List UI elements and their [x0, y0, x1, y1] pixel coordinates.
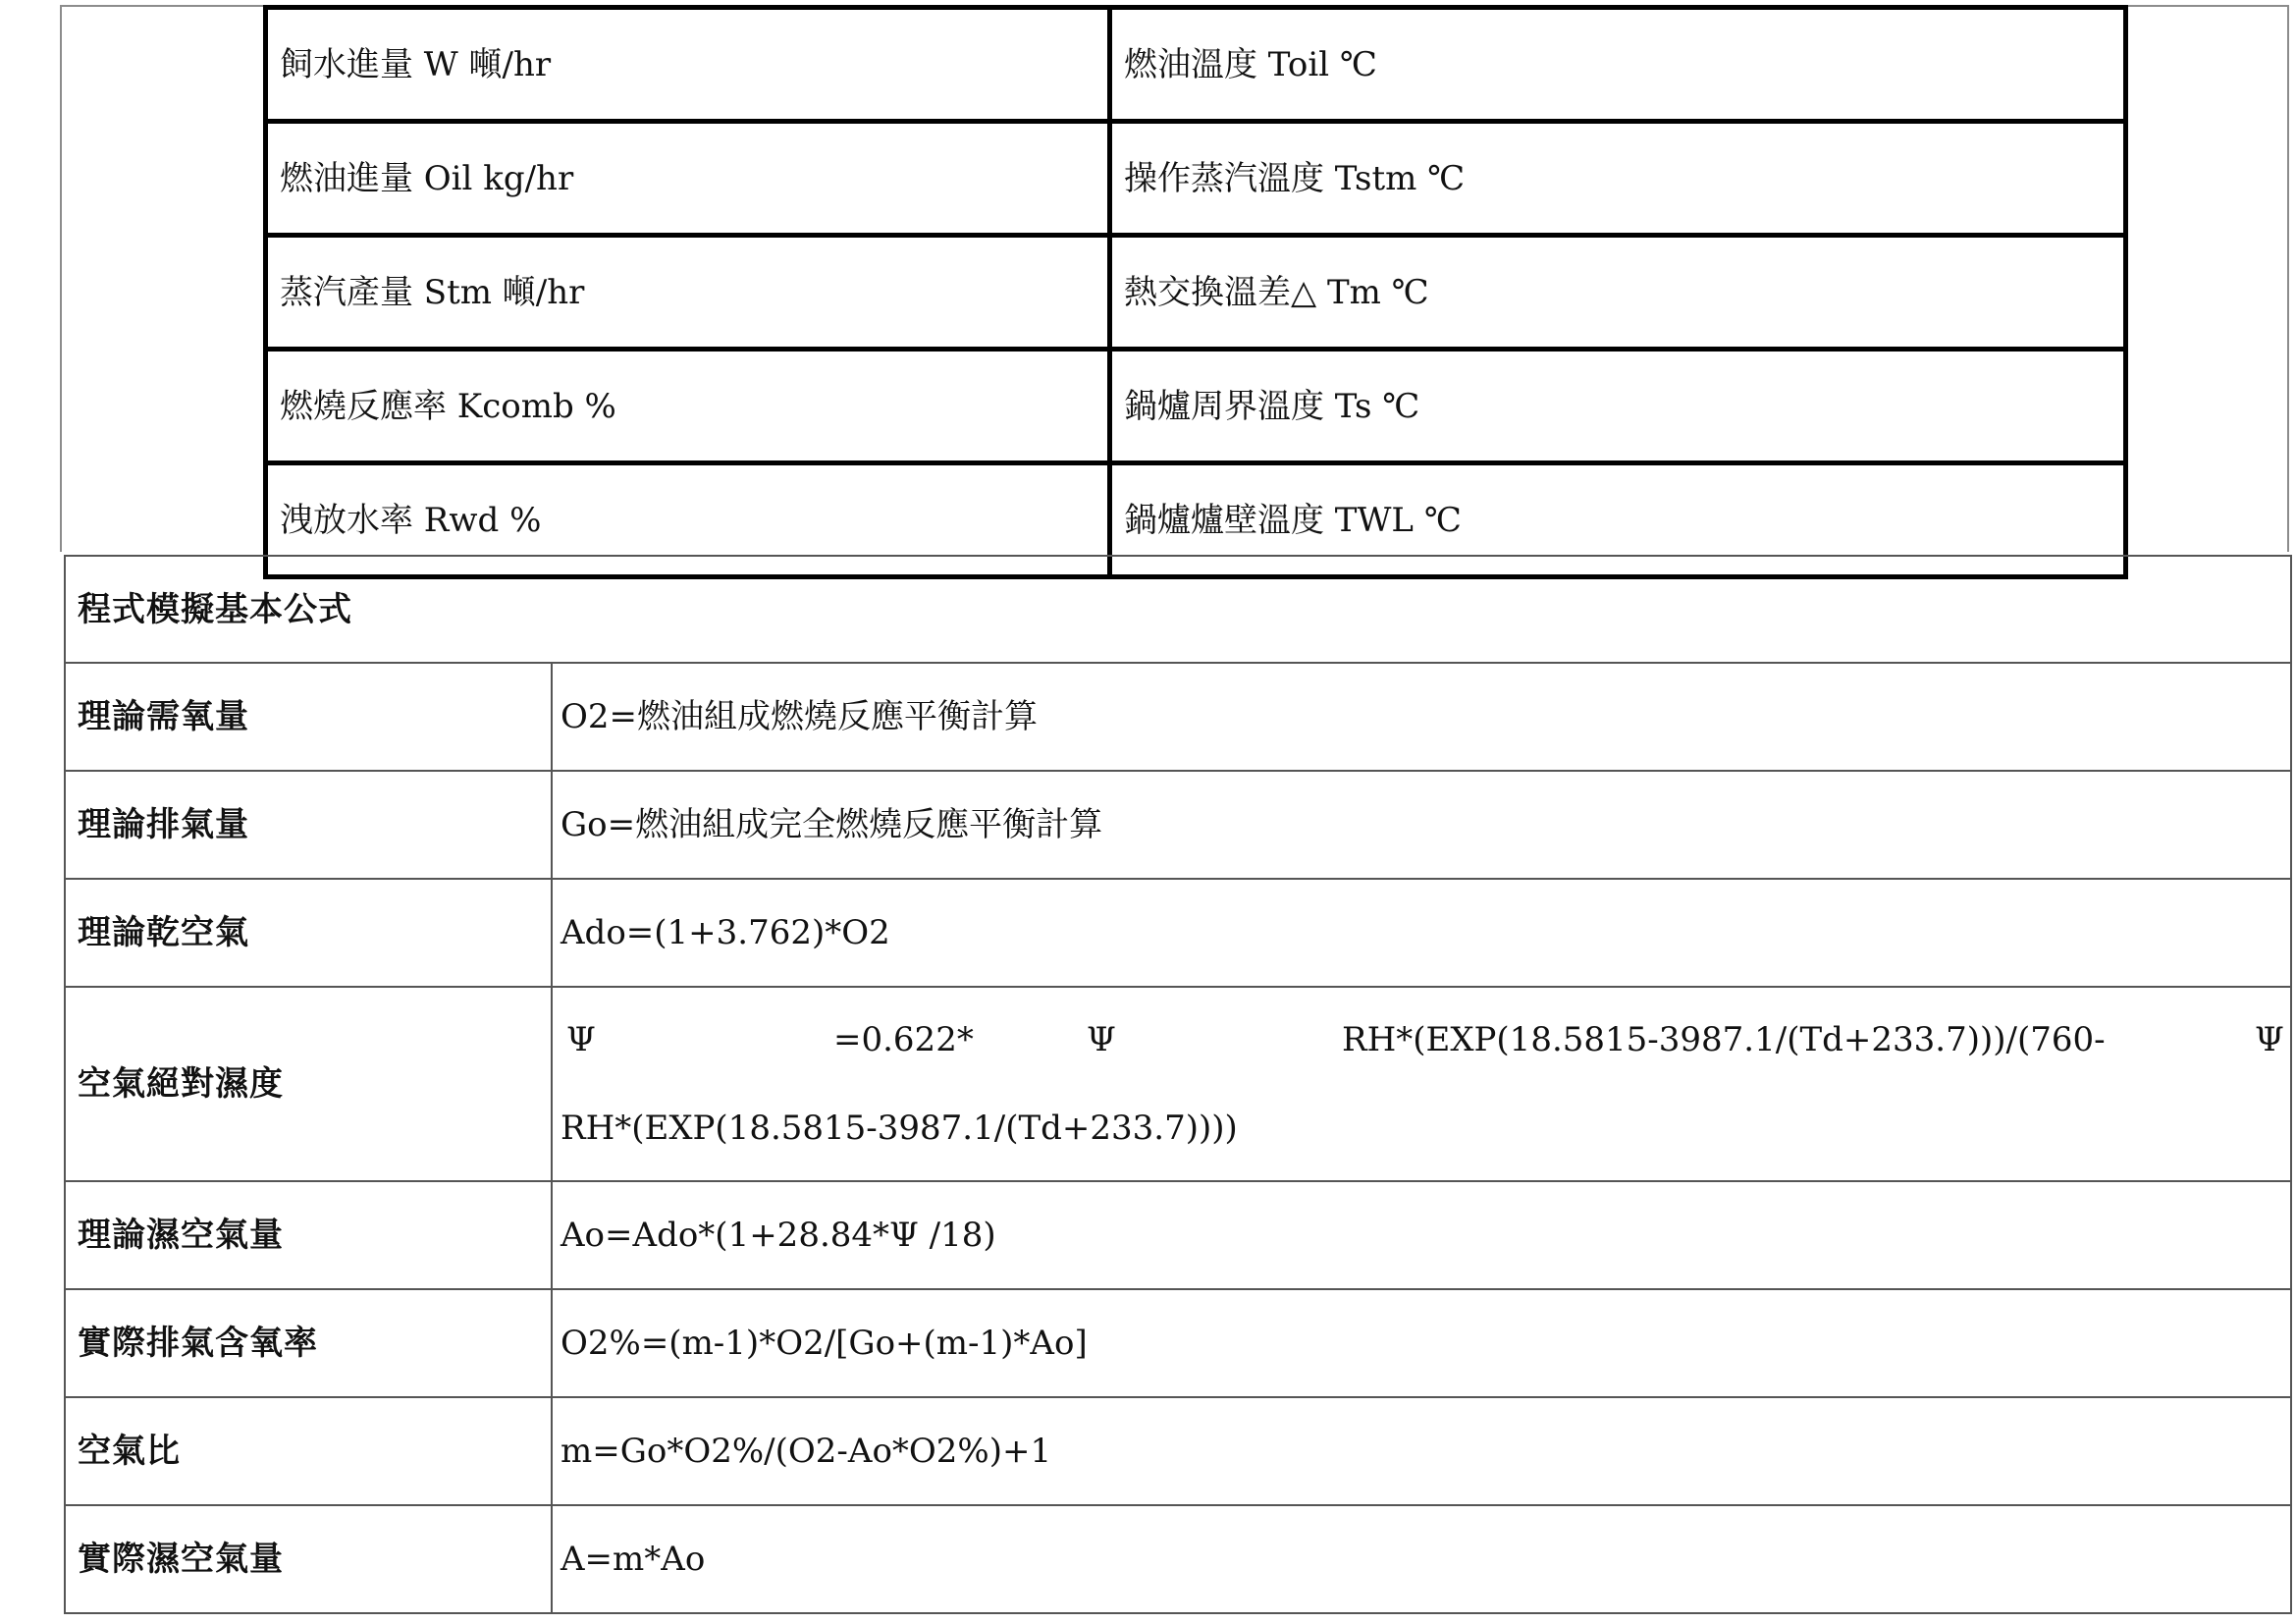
formula-label: 實際濕空氣量 — [65, 1505, 552, 1613]
formula-label: 理論乾空氣 — [65, 879, 552, 987]
formula-heading-row — [65, 556, 2291, 663]
psi-symbol: Ψ — [2255, 1020, 2284, 1059]
psi-symbol: Ψ — [1087, 1020, 1116, 1059]
formula-label: 實際排氣含氧率 — [65, 1289, 552, 1397]
formula-row — [65, 771, 2291, 879]
formula-table — [64, 555, 2292, 1614]
parameter-row — [266, 122, 2126, 236]
formula-value-humidity — [552, 987, 2291, 1181]
formula-row — [65, 1289, 2291, 1397]
formula-value: Ao=Ado*(1+28.84*Ψ /18) — [552, 1181, 2291, 1289]
parameter-cell-feedwater: 飼水進量 W 噸/hr — [266, 8, 1110, 122]
parameter-cell-steam-temperature: 操作蒸汽溫度 Tstm ℃ — [1110, 122, 2126, 236]
formula-row — [65, 1397, 2291, 1505]
formula-value: Ado=(1+3.762)*O2 — [552, 879, 2291, 987]
formula-row — [65, 1505, 2291, 1613]
humidity-formula-line-1 — [561, 996, 2290, 1084]
formula-fragment: RH*(EXP(18.5815-3987.1/(Td+233.7)))) — [561, 1109, 1238, 1148]
formula-value: O2%=(m-1)*O2/[Go+(m-1)*Ao] — [552, 1289, 2291, 1397]
formula-row — [65, 663, 2291, 771]
parameter-row — [266, 350, 2126, 463]
formula-value: A=m*Ao — [552, 1505, 2291, 1613]
parameter-row — [266, 236, 2126, 350]
formula-value: m=Go*O2%/(O2-Ao*O2%)+1 — [552, 1397, 2291, 1505]
parameter-cell-steam-output: 蒸汽產量 Stm 噸/hr — [266, 236, 1110, 350]
formula-label: 理論濕空氣量 — [65, 1181, 552, 1289]
parameter-cell-wall-temperature: 鍋爐爐壁溫度 TWL ℃ — [1110, 463, 2126, 577]
parameter-cell-heat-exchange-delta: 熱交換溫差△ Tm ℃ — [1110, 236, 2126, 350]
formula-fragment: =0.622* — [833, 1020, 974, 1059]
formula-label: 理論需氧量 — [65, 663, 552, 771]
formula-label: 理論排氣量 — [65, 771, 552, 879]
parameter-table — [263, 5, 2128, 579]
parameter-cell-blowdown-rate: 洩放水率 Rwd % — [266, 463, 1110, 577]
formula-row — [65, 1181, 2291, 1289]
formula-fragment: RH*(EXP(18.5815-3987.1/(Td+233.7)))/(760- — [1342, 1020, 2106, 1059]
parameter-cell-oil-temperature: 燃油溫度 Toil ℃ — [1110, 8, 2126, 122]
formula-label: 空氣比 — [65, 1397, 552, 1505]
formula-value: Go=燃油組成完全燃燒反應平衡計算 — [552, 771, 2291, 879]
parameter-cell-ambient-temperature: 鍋爐周界溫度 Ts ℃ — [1110, 350, 2126, 463]
formula-row-humidity — [65, 987, 2291, 1181]
parameter-cell-combustion-rate: 燃燒反應率 Kcomb % — [266, 350, 1110, 463]
formula-row — [65, 879, 2291, 987]
parameter-cell-oil-feed: 燃油進量 Oil kg/hr — [266, 122, 1110, 236]
humidity-formula-line-2 — [561, 1084, 2290, 1172]
formula-heading: 程式模擬基本公式 — [65, 556, 2291, 663]
psi-symbol: Ψ — [566, 1020, 596, 1059]
formula-label: 空氣絕對濕度 — [65, 987, 552, 1181]
formula-value: O2=燃油組成燃燒反應平衡計算 — [552, 663, 2291, 771]
parameter-row — [266, 8, 2126, 122]
